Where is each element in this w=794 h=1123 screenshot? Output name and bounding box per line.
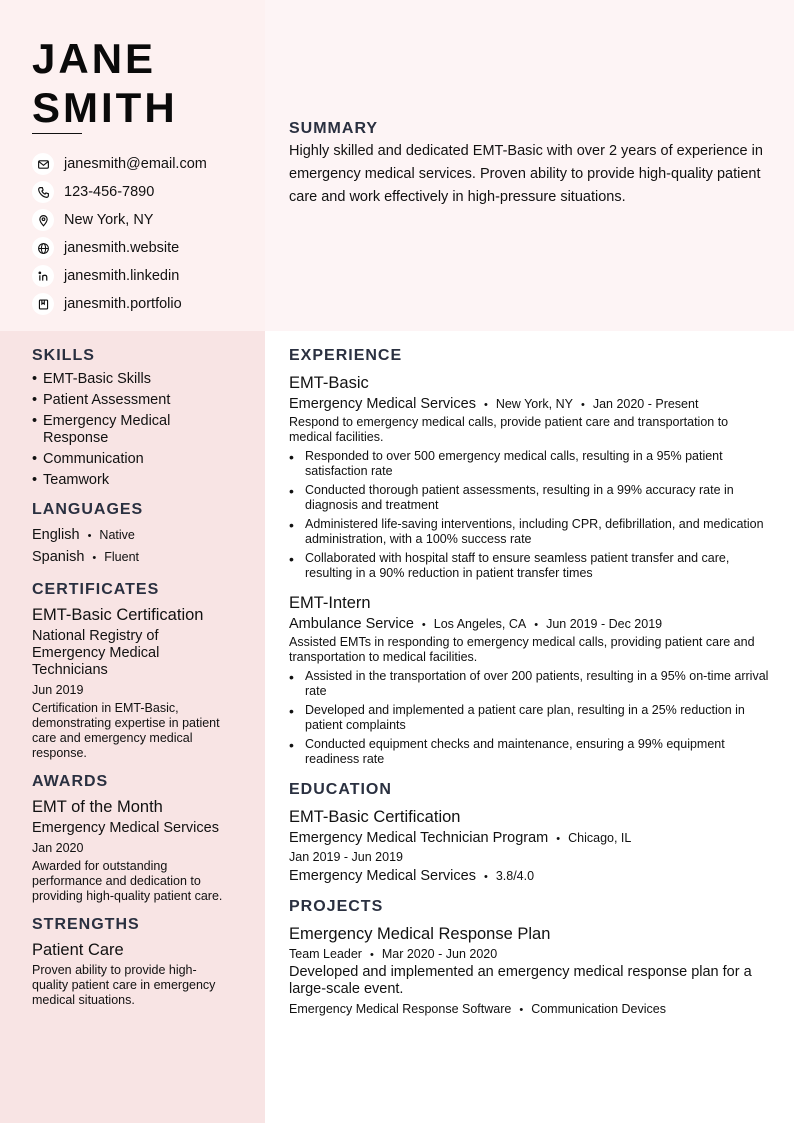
phone-icon <box>32 181 54 203</box>
job-bullets <box>289 449 774 581</box>
job-bullet: • Conducted equipment checks and maintenance, ensuring a 99% equipment readiness rate <box>289 737 774 767</box>
education-org-line <box>289 868 774 884</box>
skills-section <box>32 347 232 489</box>
skill-item: • Teamwork <box>32 472 232 489</box>
contact-website-text: janesmith.website <box>64 240 180 256</box>
certificate-issuer: National Registry of Emergency Medical Technicians <box>32 628 160 678</box>
name-last: SMITH <box>32 84 178 131</box>
main-content <box>289 347 774 1030</box>
education-heading: EDUCATION <box>289 781 392 798</box>
separator-dot: • <box>534 619 539 631</box>
languages-section <box>32 501 232 569</box>
skills-heading: SKILLS <box>32 347 95 364</box>
summary-text: Highly skilled and dedicated EMT-Basic with over 2 years of experience in emergency medical services. Proven ability to provide high-quality patient care and work effectively in high-pressure situations. <box>289 143 763 205</box>
award-description: Awarded for outstanding performance and dedication to providing high-quality patient care. <box>32 859 223 903</box>
job-location: New York, NY <box>495 397 573 411</box>
project-tools <box>289 1002 774 1016</box>
contact-location <box>32 206 207 234</box>
contact-linkedin-text: janesmith.linkedin <box>64 268 180 284</box>
contact-portfolio[interactable] <box>32 290 207 318</box>
strength-title: Patient Care <box>32 941 124 959</box>
skill-item: • EMT-Basic Skills <box>32 371 232 388</box>
job-dates: Jun 2019 - Dec 2019 <box>546 617 663 631</box>
separator-dot: • <box>92 552 97 564</box>
award-issuer: Emergency Medical Services <box>32 820 219 836</box>
strength-description: Proven ability to provide high-quality patient care in emergency medical situations. <box>32 963 216 1007</box>
separator-dot: • <box>483 871 488 883</box>
strengths-heading: STRENGTHS <box>32 916 140 933</box>
separator-dot: • <box>421 619 426 631</box>
job-meta <box>289 616 774 632</box>
job-organization: Emergency Medical Services <box>289 396 476 412</box>
projects-section <box>289 898 774 1016</box>
contact-phone[interactable] <box>32 178 207 206</box>
education-meta <box>289 830 774 846</box>
contact-email-text: janesmith@email.com <box>64 156 207 172</box>
education-gpa: 3.8/4.0 <box>495 869 535 883</box>
separator-dot: • <box>87 530 92 542</box>
award-date: Jan 2020 <box>32 841 84 855</box>
job-entry <box>289 373 774 581</box>
skill-item: • Emergency Medical Response <box>32 413 232 447</box>
awards-heading: AWARDS <box>32 773 109 790</box>
contact-portfolio-text: janesmith.portfolio <box>64 296 182 312</box>
location-icon <box>32 209 54 231</box>
education-school: Emergency Medical Technician Program <box>289 830 549 846</box>
job-bullets <box>289 669 774 767</box>
project-title: Emergency Medical Response Plan <box>289 925 551 943</box>
job-role: EMT-Basic <box>289 374 369 392</box>
language-name: English <box>32 527 80 543</box>
email-icon <box>32 153 54 175</box>
project-tool: Emergency Medical Response Software <box>289 1002 512 1016</box>
certificate-description: Certification in EMT-Basic, demonstrating expertise in patient care and emergency medical response. <box>32 701 220 760</box>
contact-list <box>32 150 207 318</box>
linkedin-icon <box>32 265 54 287</box>
separator-dot: • <box>483 399 488 411</box>
project-dates: Mar 2020 - Jun 2020 <box>381 947 498 961</box>
job-bullet: • Collaborated with hospital staff to ensure seamless patient transfer and care, resulting in a 90% reduction in patient transfer times <box>289 551 774 581</box>
contact-email[interactable] <box>32 150 207 178</box>
education-section <box>289 781 774 884</box>
job-location: Los Angeles, CA <box>433 617 527 631</box>
language-item <box>32 547 232 569</box>
contact-location-text: New York, NY <box>64 212 154 228</box>
job-bullet: • Conducted thorough patient assessments, resulting in a 99% accuracy rate in diagnosis and treatment <box>289 483 774 513</box>
education-degree: EMT-Basic Certification <box>289 808 461 826</box>
summary-heading: SUMMARY <box>289 120 379 137</box>
separator-dot: • <box>369 949 374 961</box>
job-dates: Jan 2020 - Present <box>592 397 699 411</box>
language-item <box>32 525 232 547</box>
language-level: Fluent <box>104 550 140 564</box>
certificates-heading: CERTIFICATES <box>32 581 160 598</box>
job-bullet: • Responded to over 500 emergency medical calls, resulting in a 95% patient satisfaction rate <box>289 449 774 479</box>
certificate-date: Jun 2019 <box>32 683 84 697</box>
separator-dot: • <box>519 1004 524 1016</box>
certificate-title: EMT-Basic Certification <box>32 606 204 624</box>
strengths-section <box>32 916 232 1008</box>
project-description: Developed and implemented an emergency medical response plan for a large-scale event. <box>289 964 752 997</box>
job-meta <box>289 396 774 412</box>
job-bullet: • Developed and implemented a patient care plan, resulting in a 25% reduction in patient complaints <box>289 703 774 733</box>
skill-item: • Patient Assessment <box>32 392 232 409</box>
separator-dot: • <box>556 833 561 845</box>
name-divider <box>32 133 82 134</box>
globe-icon <box>32 237 54 259</box>
skill-item: • Communication <box>32 451 232 468</box>
project-meta <box>289 947 774 961</box>
experience-section <box>289 347 774 767</box>
contact-website[interactable] <box>32 234 207 262</box>
education-org: Emergency Medical Services <box>289 868 476 884</box>
experience-heading: EXPERIENCE <box>289 347 403 364</box>
project-role: Team Leader <box>289 947 362 961</box>
awards-section <box>32 773 232 904</box>
certificates-section <box>32 581 232 761</box>
language-name: Spanish <box>32 549 85 565</box>
job-entry <box>289 593 774 767</box>
summary-section <box>289 120 774 209</box>
language-level: Native <box>99 528 135 542</box>
job-bullet: • Assisted in the transportation of over 200 patients, resulting in a 95% on-time arrival rate <box>289 669 774 699</box>
job-role: EMT-Intern <box>289 594 371 612</box>
name-first: JANE <box>32 35 157 82</box>
separator-dot: • <box>580 399 585 411</box>
award-title: EMT of the Month <box>32 798 163 816</box>
sidebar-content <box>32 347 232 1020</box>
contact-phone-text: 123-456-7890 <box>64 184 155 200</box>
job-description: Assisted EMTs in responding to emergency medical calls, providing patient care and transportation to medical facilities. <box>289 635 755 664</box>
job-description: Respond to emergency medical calls, provide patient care and transportation to medical facilities. <box>289 415 729 444</box>
education-location: Chicago, IL <box>568 831 632 845</box>
job-organization: Ambulance Service <box>289 616 414 632</box>
languages-heading: LANGUAGES <box>32 501 144 518</box>
job-bullet: • Administered life-saving interventions, including CPR, defibrillation, and medication administration, with a 100% success rate <box>289 517 774 547</box>
education-dates: Jan 2019 - Jun 2019 <box>289 850 403 864</box>
candidate-name <box>32 34 178 132</box>
contact-linkedin[interactable] <box>32 262 207 290</box>
projects-heading: PROJECTS <box>289 898 384 915</box>
project-tool: Communication Devices <box>531 1002 666 1016</box>
portfolio-icon <box>32 293 54 315</box>
